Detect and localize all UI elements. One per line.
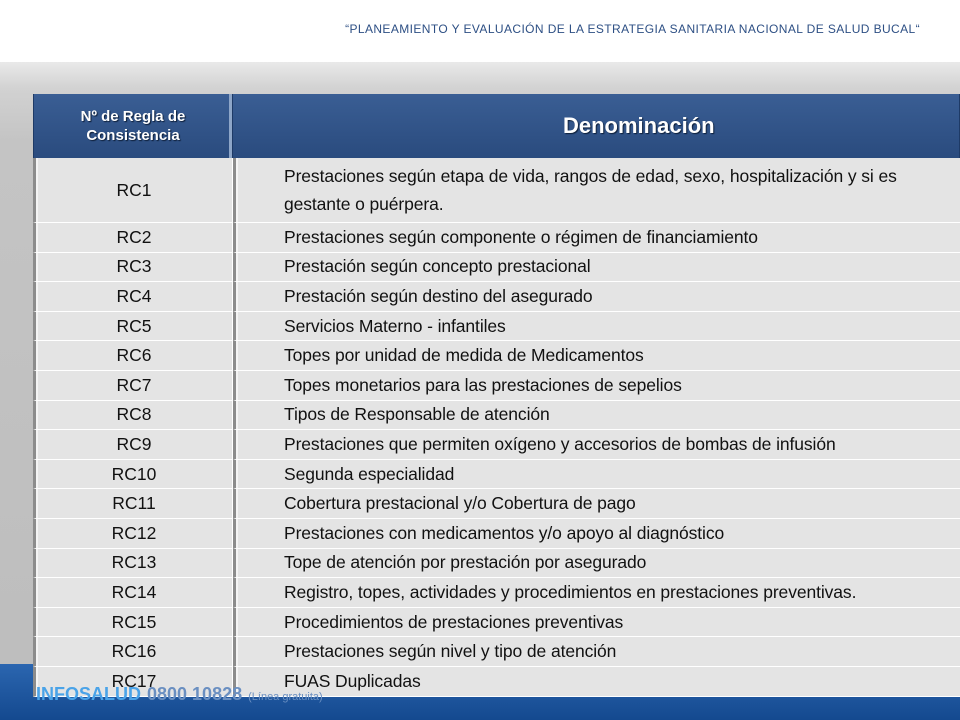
table-row [33, 253, 960, 283]
rule-description: Prestación según concepto prestacional [233, 253, 960, 283]
table-row [33, 637, 960, 667]
table-row [33, 460, 960, 490]
rule-code: RC4 [33, 282, 233, 312]
rule-description: Cobertura prestacional y/o Cobertura de pago [233, 489, 960, 519]
rule-description: Procedimientos de prestaciones preventivas [233, 608, 960, 638]
footer-brand: INFOSALUD [36, 684, 141, 704]
rule-code: RC10 [33, 460, 233, 490]
rule-code: RC2 [33, 223, 233, 253]
footer-phone-number: 0800 10828 [147, 684, 243, 704]
table-row [33, 578, 960, 608]
rule-description: Prestaciones que permiten oxígeno y accesorios de bombas de infusión [233, 430, 960, 460]
rule-code: RC9 [33, 430, 233, 460]
rule-code: RC3 [33, 253, 233, 283]
rule-description: Prestaciones según componente o régimen de financiamiento [233, 223, 960, 253]
rule-description: Prestación según destino del asegurado [233, 282, 960, 312]
table-row [33, 401, 960, 431]
rule-description: Prestaciones con medicamentos y/o apoyo al diagnóstico [233, 519, 960, 549]
rule-code: RC14 [33, 578, 233, 608]
table-row [33, 489, 960, 519]
rule-code: RC7 [33, 371, 233, 401]
rule-description: Topes monetarios para las prestaciones de sepelios [233, 371, 960, 401]
table-row [33, 158, 960, 223]
rule-code: RC17 [33, 667, 233, 697]
rule-description: Topes por unidad de medida de Medicamentos [233, 341, 960, 371]
column-header-rule-number [33, 94, 233, 158]
rule-description: Tipos de Responsable de atención [233, 401, 960, 431]
table-row [33, 341, 960, 371]
footer-phone-note: (Línea gratuita) [248, 691, 323, 703]
rule-code: RC5 [33, 312, 233, 342]
rule-code: RC12 [33, 519, 233, 549]
footer-hotline [36, 684, 323, 710]
rule-description: Tope de atención por prestación por asegurado [233, 549, 960, 579]
table-row [33, 430, 960, 460]
rule-description: Registro, topes, actividades y procedimientos en prestaciones preventivas. [233, 578, 960, 608]
rule-description: Prestaciones según etapa de vida, rangos de edad, sexo, hospitalización y si es gestante o puérpera. [233, 158, 960, 223]
table-header-row [33, 94, 960, 158]
rule-description: Prestaciones según nivel y tipo de atención [233, 637, 960, 667]
table-row [33, 371, 960, 401]
rule-description: FUAS Duplicadas [233, 667, 960, 697]
rule-code: RC15 [33, 608, 233, 638]
column-header-rule-number-line2: Consistencia [86, 127, 180, 144]
column-header-denomination: Denominación [233, 94, 960, 158]
table-row [33, 223, 960, 253]
rule-code: RC6 [33, 341, 233, 371]
table-row [33, 282, 960, 312]
rule-code: RC8 [33, 401, 233, 431]
presentation-title: “PLANEAMIENTO Y EVALUACIÓN DE LA ESTRATEGIA SANITARIA NACIONAL DE SALUD BUCAL“ [345, 22, 920, 36]
table-row [33, 608, 960, 638]
slide-header [0, 0, 960, 62]
rule-code: RC11 [33, 489, 233, 519]
rule-code: RC1 [33, 158, 233, 223]
table-row [33, 549, 960, 579]
table-row [33, 312, 960, 342]
rule-code: RC13 [33, 549, 233, 579]
rule-description: Segunda especialidad [233, 460, 960, 490]
table-row [33, 519, 960, 549]
consistency-rules-table [33, 94, 960, 697]
rule-description: Servicios Materno - infantiles [233, 312, 960, 342]
column-header-rule-number-line1: Nº de Regla de [80, 108, 186, 125]
rule-code: RC16 [33, 637, 233, 667]
